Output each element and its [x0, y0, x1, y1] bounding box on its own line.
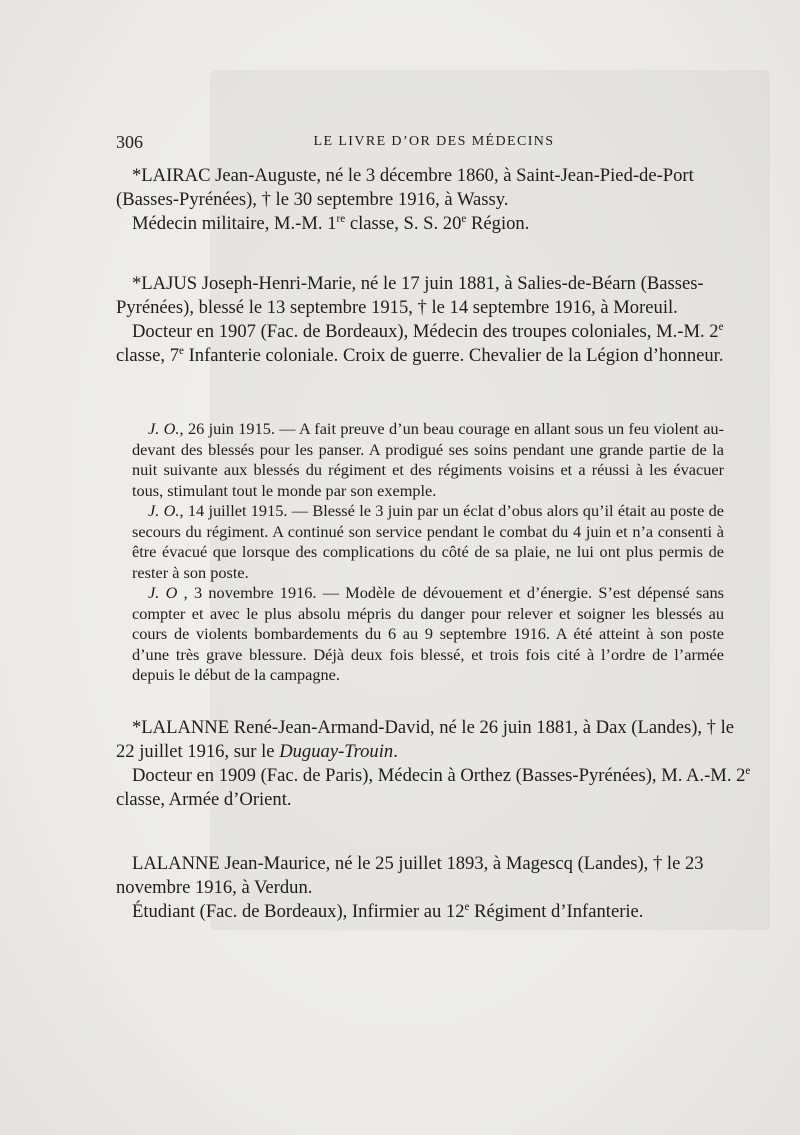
entry-lalanne-rene — [116, 716, 752, 812]
running-title: LE LIVRE D’OR DES MÉDECINS — [313, 134, 555, 149]
citations-block — [132, 419, 724, 686]
citation: J. O., 14 juillet 1915. — Blessé le 3 juin par un éclat d’obus alors qu’il était au poste de secours du régiment. A continué son service pendant le combat du 4 juin et n’a consenti à être évacué que lorsque des complications du côté de sa plaie, ne lui ont plus permis de rester à son poste. — [132, 501, 724, 582]
entry-name-line: *LAIRAC Jean-Auguste, né le 3 décembre 1860, à Saint-Jean-Pied-de-Port (Basses-Pyrénées), † le 30 septembre 1916, à Wassy. — [116, 165, 694, 210]
entry-career-line: Docteur en 1907 (Fac. de Bordeaux), Médecin des troupes coloniales, M.-M. 2e classe, 7e Infanterie coloniale. Croix de guerre. Chevalier de la Légion d’honneur. — [116, 320, 724, 366]
entry-lalanne-jean — [116, 852, 752, 924]
entry-name-line: LALANNE Jean-Maurice, né le 25 juillet 1893, à Magescq (Landes), † le 23 novembre 1916, à Verdun. — [116, 853, 704, 898]
entry-lairac — [116, 164, 752, 236]
entry-career-line: Médecin militaire, M.-M. 1re classe, S. S. 20e Région. — [132, 212, 530, 234]
running-head — [116, 130, 752, 154]
entry-name-line: *LAJUS Joseph-Henri-Marie, né le 17 juin 1881, à Salies-de-Béarn (Basses-Pyrénées), blessé le 13 septembre 1915, † le 14 septembre 1916, à Moreuil. — [116, 273, 704, 318]
entry-career-line: Étudiant (Fac. de Bordeaux), Infirmier au 12e Régiment d’Infanterie. — [132, 900, 644, 922]
page-number: 306 — [116, 132, 143, 152]
citation: J. O , 3 novembre 1916. — Modèle de dévouement et d’énergie. S’est dépensé sans compter et avec le plus absolu mépris du danger pour relever et soigner les blessés au cours de violents bombardements du 6 au 9 septembre 1916. A été atteint à son poste d’une très grave blessure. Déjà deux fois blessé, et trois fois cité à l’ordre de l’armée depuis le début de la campagne. — [132, 583, 725, 684]
citation: J. O., 26 juin 1915. — A fait preuve d’un beau courage en allant sous un feu violent au-devant des blessés pour les panser. A prodigué ses soins pendant une grande partie de la nuit suivante aux blessés du régiment et des régiments voisins et a réussi à les évacuer tous, stimulant tout le monde par son exemple. — [132, 419, 724, 500]
entry-career-line: Docteur en 1909 (Fac. de Paris), Médecin à Orthez (Basses-Pyrénées), M. A.-M. 2e classe, Armée d’Orient. — [116, 764, 751, 810]
entry-name-line: *LALANNE René-Jean-Armand-David, né le 26 juin 1881, à Dax (Landes), † le 22 juillet 1916, sur le Duguay-Trouin. — [116, 717, 735, 762]
entry-lajus — [116, 272, 752, 368]
ship-name: Duguay-Trouin — [279, 741, 394, 762]
